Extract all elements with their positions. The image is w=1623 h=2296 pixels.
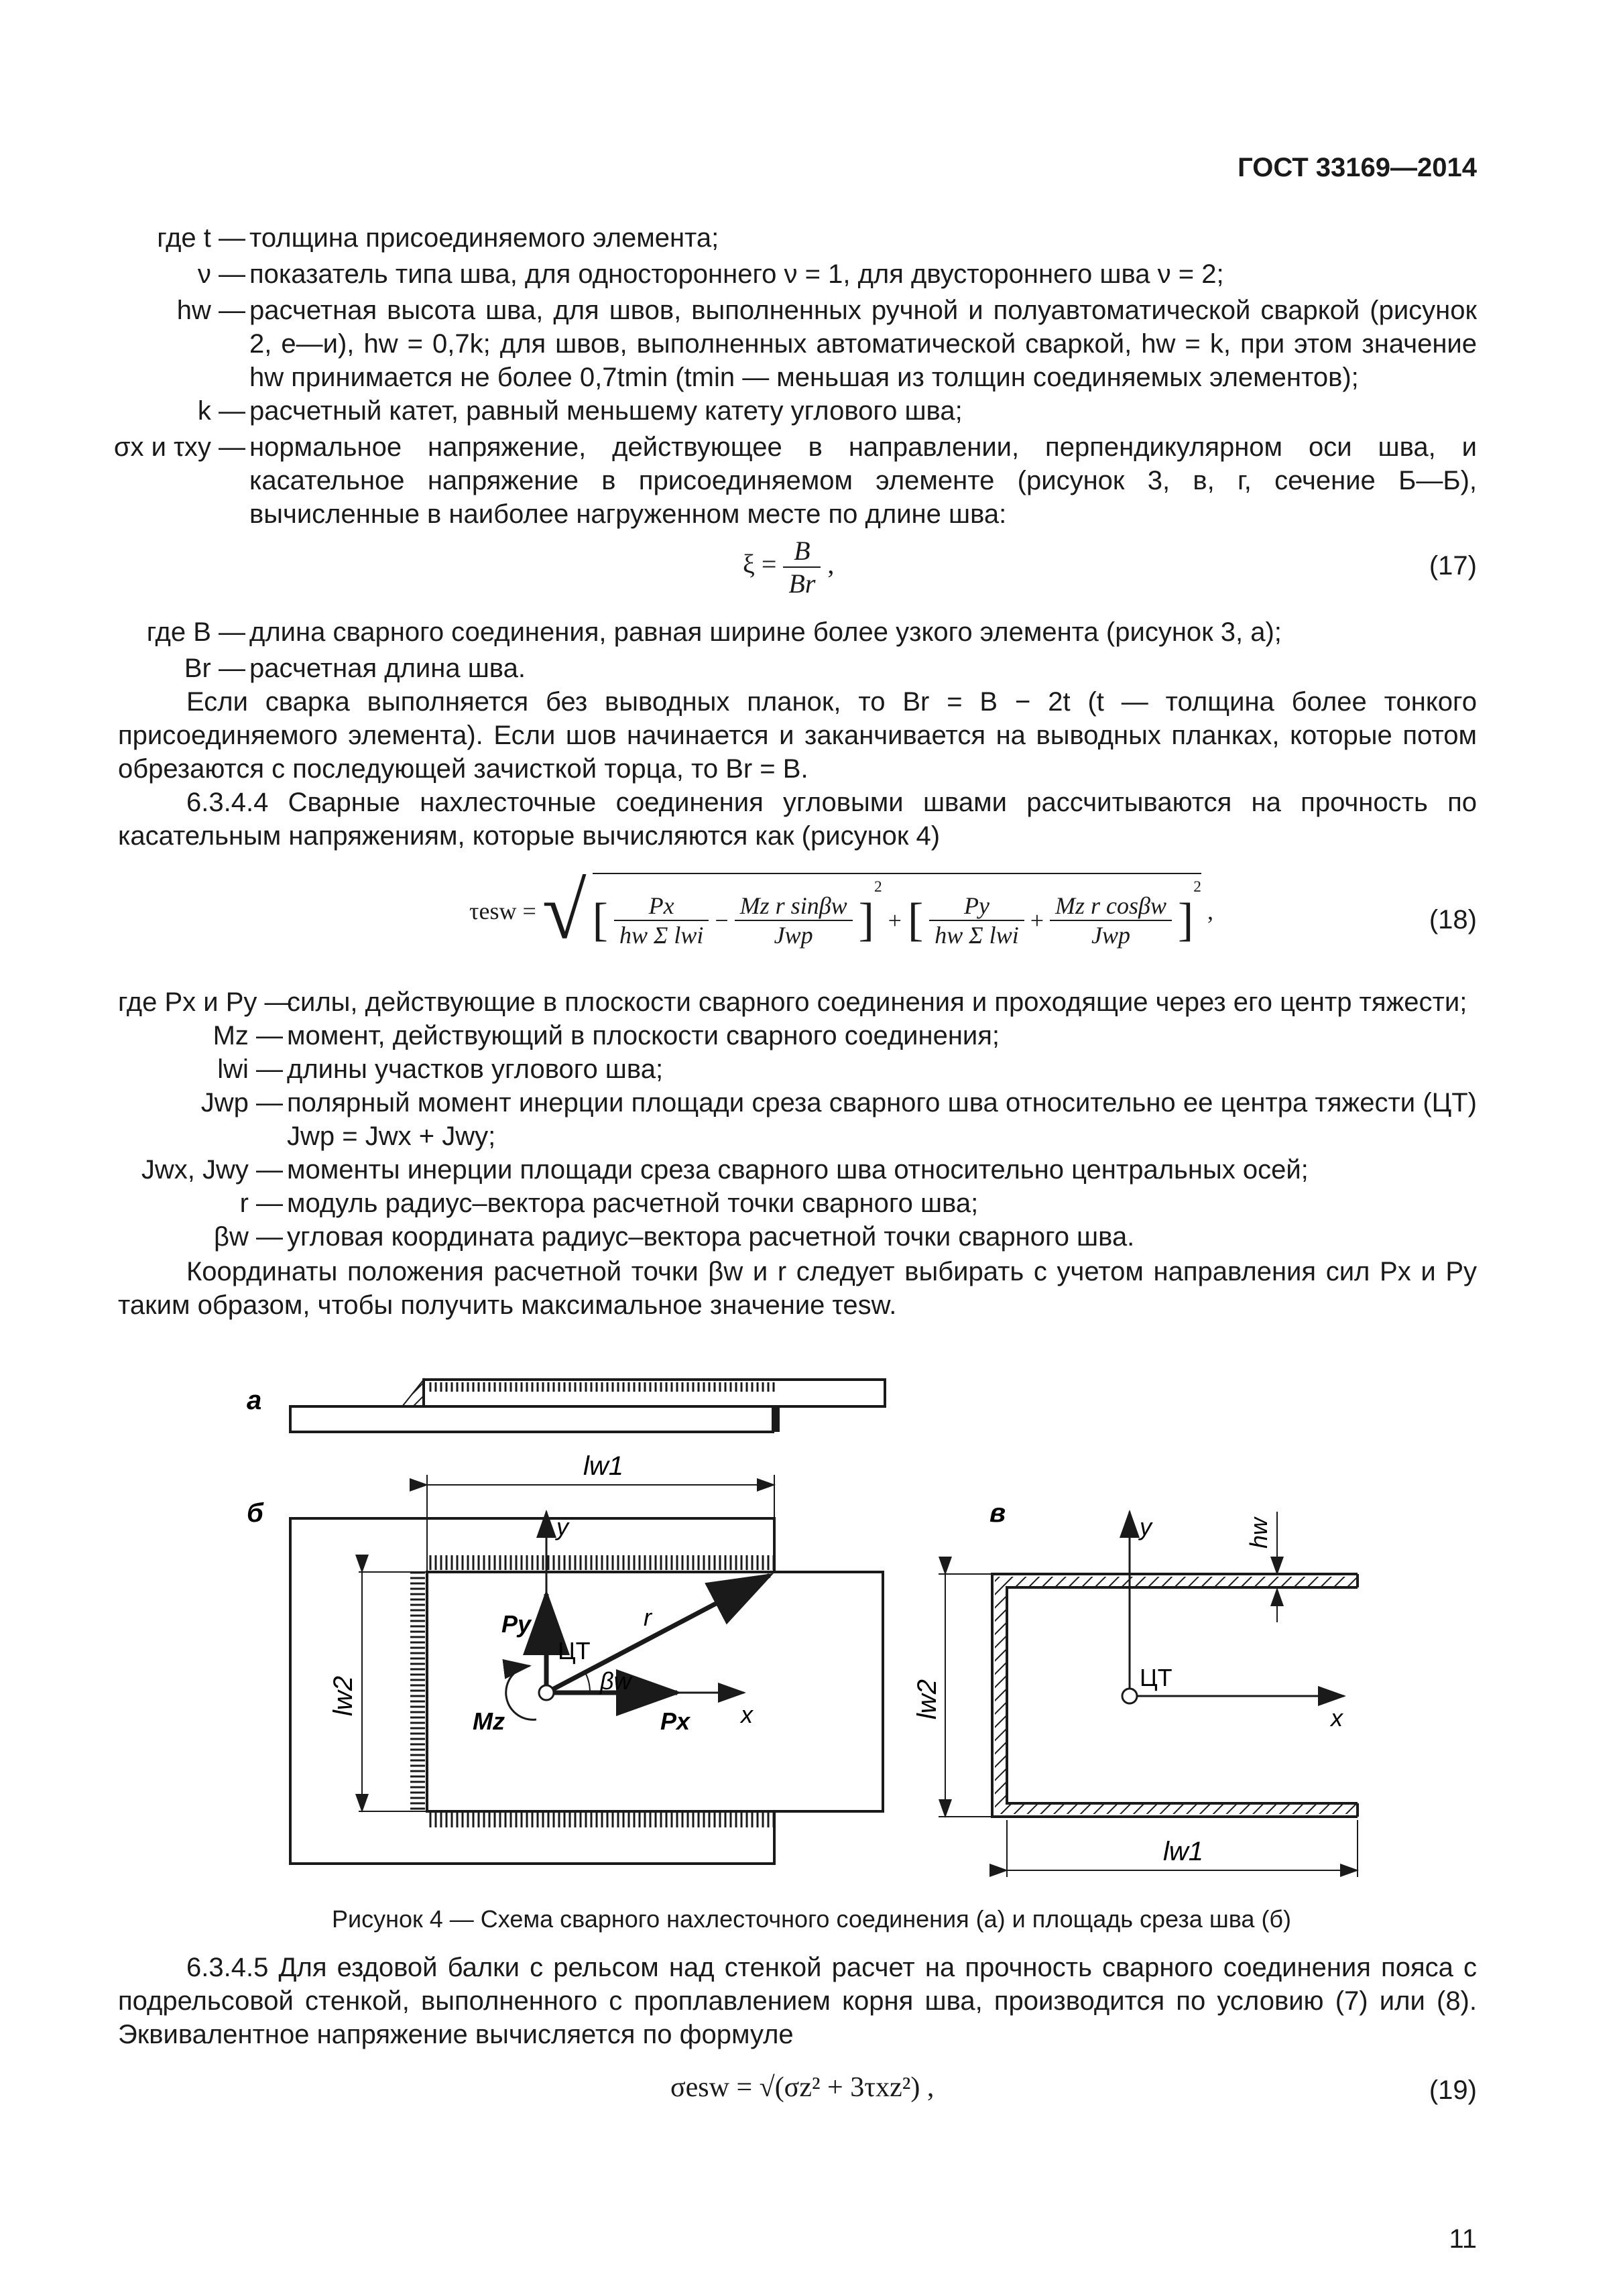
moment-label-mz: Mz <box>473 1707 505 1735</box>
definition-text: полярный момент инерции площади среза сварного шва относительно ее центра тяжести (ЦТ) Jwp = Jwx + Jwy; <box>287 1088 1477 1151</box>
fraction-denominator: hw Σ lwi <box>619 922 704 949</box>
weld-bottom <box>427 1813 774 1827</box>
axis-label-x: x <box>1331 1704 1343 1732</box>
definition-term: σx и τxy — <box>113 432 245 462</box>
equation-19: σesw = √(σz² + 3τxz²) , <box>670 2072 935 2103</box>
definition-term: Jwp — <box>200 1088 283 1117</box>
paragraph: Координаты положения расчетной точки βw и r следует выбирать с учетом направления сил Px и Py таким образом, чтобы получить максимальное значение τesw. <box>118 1257 1477 1320</box>
centroid-point <box>1122 1689 1137 1703</box>
weld-left-side <box>402 1380 424 1406</box>
angle-label-beta: βw <box>600 1667 632 1695</box>
definition-term: k — <box>197 396 245 426</box>
definition-text: моменты инерции площади среза сварного шва относительно центральных осей; <box>287 1155 1309 1185</box>
dim-label-hw: hw <box>1245 1517 1272 1549</box>
axis-label-y: y <box>556 1513 568 1540</box>
sqrt-body: [ $\frac{Px}{\text{hw Σ lwi}}$ − $\frac{\text{Mz r sinβw}}{\text{Jwp}}$ ]$^2$ + [ $\frac{Py}{\text{hw Σ lwi}}$ + $\frac{\text{Mz r cosβw}}{\text{Jwp}}$ ]$^2$ <box>593 873 1201 949</box>
centroid-point <box>539 1685 554 1700</box>
definition-term: где t — <box>157 223 245 253</box>
definition-term: Jwx, Jwy — <box>141 1155 283 1185</box>
dim-label-lw1: lw1 <box>583 1451 624 1481</box>
definition-text: длины участков углового шва; <box>287 1054 664 1084</box>
definition-term: Mz — <box>213 1021 283 1050</box>
force-label-px: Px <box>660 1707 690 1735</box>
operator: − <box>715 907 729 934</box>
bracket: [ <box>592 894 608 947</box>
equation-17 <box>743 535 834 599</box>
fraction <box>1050 892 1172 949</box>
bracket: ] <box>1177 894 1194 947</box>
fraction-denominator: hw Σ lwi <box>935 922 1019 949</box>
fraction <box>929 892 1024 949</box>
weld-left <box>410 1572 425 1811</box>
weld-top <box>427 1555 774 1570</box>
definition-term: где Px и Py — <box>118 987 292 1017</box>
fraction-denominator: Jwp <box>774 922 813 949</box>
axis-label-y: y <box>1140 1513 1152 1540</box>
hatch-bottom <box>1006 1805 1358 1814</box>
hatch-top <box>1006 1577 1358 1586</box>
standard-number: ГОСТ 33169—2014 <box>1238 153 1477 182</box>
centroid-label: ЦТ <box>558 1637 591 1665</box>
equation-number: (19) <box>1429 2075 1477 2105</box>
figure-4-weld-diagram <box>0 1341 1623 1890</box>
definition-term: hw — <box>176 296 245 325</box>
equation-number: (18) <box>1429 905 1477 934</box>
equation-lhs: ξ = <box>743 549 777 580</box>
definition-term: Br — <box>184 654 245 683</box>
operator: + <box>1030 907 1044 934</box>
weld-hatch-top <box>426 1382 775 1392</box>
fraction-numerator: Mz r sinβw <box>735 892 853 921</box>
fraction-numerator: Px <box>614 892 709 921</box>
definition-text: нормальное напряжение, действующее в направлении, перпендикулярном оси шва, и касательное напряжение в присоединяемом элементе (рисунок 3, в, г, сечение Б—Б), вычисленные в наиболее нагруженном месте по длине шва: <box>249 432 1477 529</box>
dim-label-lw1: lw1 <box>1163 1837 1204 1866</box>
centroid-label: ЦТ <box>1140 1664 1173 1691</box>
definition-text: длина сварного соединения, равная ширине более узкого элемента (рисунок 3, а); <box>249 617 1282 647</box>
definition-text: расчетная длина шва. <box>249 654 526 683</box>
definition-text: угловая координата радиус–вектора расчетной точки сварного шва. <box>287 1222 1135 1252</box>
fraction <box>783 535 821 599</box>
page-number: 11 <box>1449 2224 1477 2254</box>
definition-text: толщина присоединяемого элемента; <box>249 223 719 253</box>
fraction <box>735 892 853 949</box>
definition-text: силы, действующие в плоскости сварного соединения и проходящие через его центр тяжести; <box>287 987 1467 1017</box>
definition-text: показатель типа шва, для одностороннего ν = 1, для двустороннего шва ν = 2; <box>249 259 1224 289</box>
definition-text: расчетная высота шва, для швов, выполненных ручной и полуавтоматической сваркой (рисунок 2, е—и), hw = 0,7k; для швов, выполненных автоматической сваркой, hw = k, при этом значение hw принимается не более 0,7tmin (tmin — меньшая из толщин соединяемых элементов); <box>249 296 1477 392</box>
dim-label-lw2: lw2 <box>912 1679 942 1719</box>
fraction <box>614 892 709 949</box>
fraction-numerator: Mz r cosβw <box>1050 892 1172 921</box>
definition-text: расчетный катет, равный меньшему катету углового шва; <box>249 396 963 426</box>
bracket: [ <box>907 894 924 947</box>
label-b: б <box>247 1498 263 1528</box>
definition-term: βw — <box>213 1222 283 1252</box>
sqrt-sign: √ <box>542 866 587 955</box>
bottom-plate-side <box>290 1406 773 1432</box>
definition-term: ν — <box>197 259 245 289</box>
definition-text: модуль радиус–вектора расчетной точки сварного шва; <box>287 1189 979 1218</box>
radius-label: r <box>644 1604 652 1631</box>
axis-label-x: x <box>741 1701 753 1728</box>
figure-caption: Рисунок 4 — Схема сварного нахлесточного соединения (а) и площадь среза шва (б) <box>331 1905 1292 1933</box>
fraction-denominator: Jwp <box>1091 922 1130 949</box>
bracket: ] <box>858 894 874 947</box>
equation-number: (17) <box>1429 551 1477 581</box>
definition-term: lwi — <box>217 1054 283 1084</box>
paragraph: 6.3.4.5 Для ездовой балки с рельсом над стенкой расчет на прочность сварного соединения пояса с подрельсовой стенкой, выполненного с проплавлением корня шва, производится по условию (7) или (8). Эквивалентное напряжение вычисляется по формуле <box>118 1953 1477 2049</box>
weld-right-side <box>773 1406 780 1432</box>
operator: + <box>888 907 902 934</box>
label-v: в <box>989 1498 1006 1528</box>
definition-text: момент, действующий в плоскости сварного соединения; <box>287 1021 1000 1050</box>
equation-lhs: τesw = <box>469 898 536 924</box>
equation-comma: , <box>827 549 835 580</box>
force-label-py: Py <box>501 1610 532 1638</box>
dim-label-lw2: lw2 <box>328 1675 358 1716</box>
paragraph: Если сварка выполняется без выводных планок, то Br = B − 2t (t — толщина более тонкого присоединяемого элемента). Если шов начинается и заканчивается на выводных планках, которые потом обрезаются с последующей зачисткой торца, то Br = B. <box>118 687 1477 784</box>
label-a: а <box>247 1386 262 1415</box>
hatch-left <box>995 1577 1006 1814</box>
definition-term: где B — <box>146 617 245 647</box>
definition-term: r — <box>239 1189 283 1218</box>
equation-comma: , <box>1207 898 1213 924</box>
fraction-numerator: Py <box>929 892 1024 921</box>
fraction-denominator: Br <box>788 568 816 599</box>
paragraph: 6.3.4.4 Сварные нахлесточные соединения угловыми швами рассчитываются на прочность по касательным напряжениям, которые вычисляются как (рисунок 4) <box>118 788 1477 851</box>
fraction-numerator: B <box>783 535 821 568</box>
equation-18 <box>469 865 1213 957</box>
